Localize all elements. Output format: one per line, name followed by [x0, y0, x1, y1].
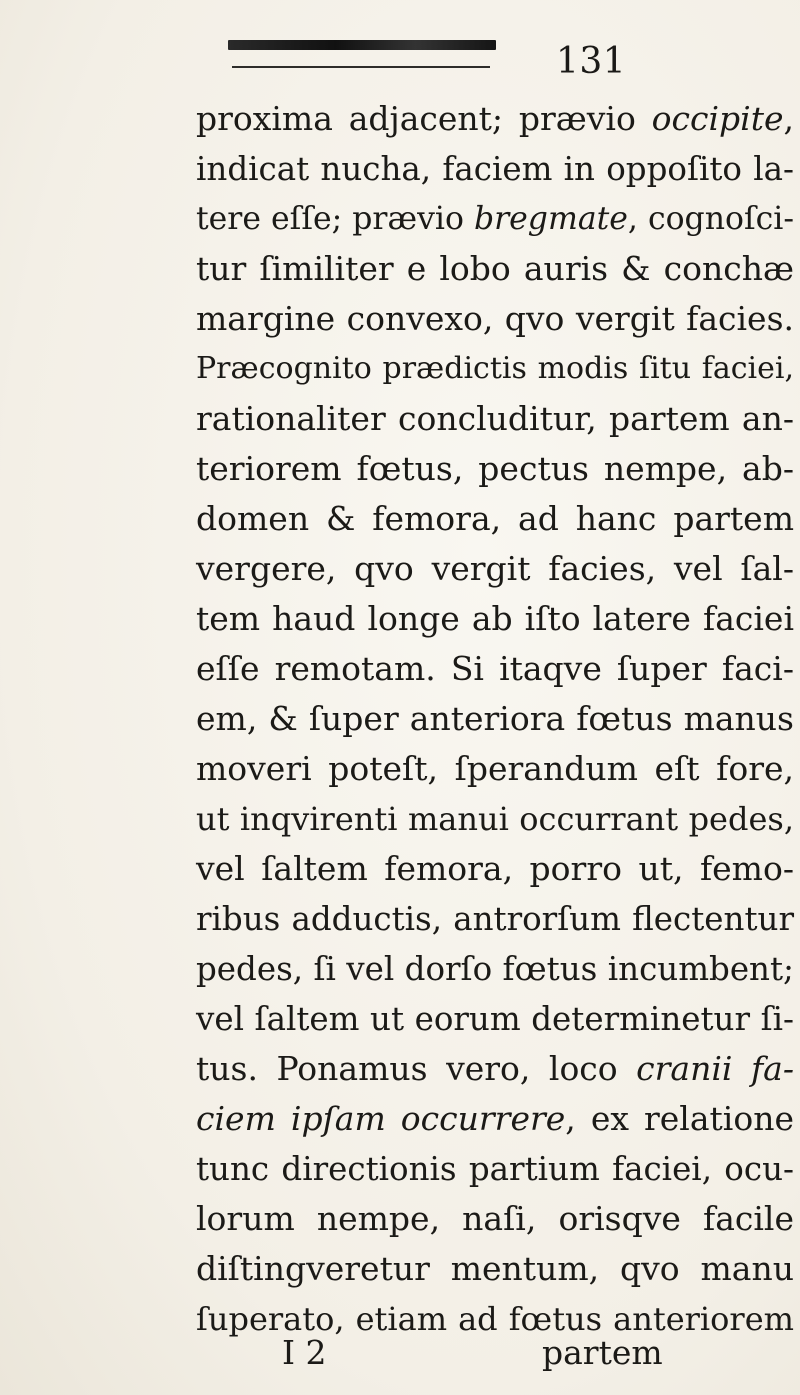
text-line: [196, 1144, 794, 1194]
text-line: [196, 1044, 794, 1094]
text-run: teriorem fœtus, pectus nempe, ab-: [196, 449, 794, 488]
text-line: [196, 994, 794, 1044]
text-line: [196, 494, 794, 544]
text-run: pedes, ſi vel dorſo fœtus incumbent;: [196, 950, 794, 988]
text-run: , cognoſci-: [627, 201, 794, 237]
text-line: [196, 594, 794, 644]
body-text: [196, 94, 794, 1344]
text-run: diſtingveretur mentum, qvo manu: [196, 1249, 794, 1288]
text-run: vel ſaltem femora, porro ut, femo-: [196, 849, 794, 888]
text-run: Præcognito prædictis modis ſitu faciei,: [196, 351, 794, 386]
text-run: rationaliter concluditur, partem an-: [196, 399, 794, 438]
italic-text: occipite: [651, 99, 784, 138]
text-line: [196, 1094, 794, 1144]
text-run: tus. Ponamus vero, loco: [196, 1049, 637, 1088]
text-line: [196, 394, 794, 444]
text-line: [196, 744, 794, 794]
text-run: vel ſaltem ut eorum determinetur ſi-: [196, 1000, 794, 1038]
text-run: tere eſſe; prævio: [196, 201, 474, 237]
text-line: [196, 194, 794, 244]
text-run: vergere, qvo vergit facies, vel ſal-: [196, 549, 794, 588]
text-run: , ex relatione: [565, 1099, 794, 1138]
text-line: [196, 244, 794, 294]
text-line: [196, 944, 794, 994]
page-number: 131: [556, 41, 627, 82]
text-line: [196, 844, 794, 894]
signature-mark: I 2: [282, 1333, 327, 1372]
text-run: domen & femora, ad hanc partem: [196, 499, 794, 538]
text-line: [196, 794, 794, 844]
text-line: [196, 1244, 794, 1294]
text-line: [196, 894, 794, 944]
text-run: tem haud longe ab iſto latere faciei: [196, 599, 794, 638]
text-run: proxima adjacent; prævio: [196, 99, 652, 138]
text-run: eſſe remotam. Si itaqve ſuper faci-: [196, 649, 794, 688]
text-line: [196, 294, 794, 344]
text-line: [196, 544, 794, 594]
text-run: margine convexo, qvo vergit facies.: [196, 299, 794, 338]
text-run: moveri poteſt, ſperandum eſt fore,: [196, 749, 794, 788]
text-run: ,: [783, 99, 794, 138]
italic-text: bregmate: [473, 201, 628, 237]
text-line: [196, 1194, 794, 1244]
text-line: [196, 444, 794, 494]
text-line: [196, 94, 794, 144]
text-run: lorum nempe, naſi, orisqve facile: [196, 1199, 794, 1238]
italic-text: cranii fa-: [636, 1049, 794, 1088]
text-run: indicat nucha, faciem in oppoſito la-: [196, 150, 794, 188]
text-run: ut inqvirenti manui occurrant pedes,: [196, 800, 794, 838]
text-line: [196, 644, 794, 694]
catchword: partem: [542, 1333, 663, 1372]
text-run: tur ſimiliter e lobo auris & conchæ: [196, 249, 794, 288]
text-run: tunc directionis partium faciei, ocu-: [196, 1150, 794, 1188]
text-run: em, & ſuper anteriora fœtus manus: [196, 699, 794, 738]
text-line: [196, 694, 794, 744]
italic-text: ciem ipſam occurrere: [196, 1099, 566, 1138]
header-rule: [228, 40, 496, 50]
text-run: ribus adductis, antrorſum flectentur: [196, 900, 794, 938]
text-line: [196, 144, 794, 194]
text-run: ſuperato, etiam ad fœtus anteriorem: [196, 1300, 794, 1338]
text-line: [196, 344, 794, 394]
header-rule-thin: [232, 66, 490, 68]
